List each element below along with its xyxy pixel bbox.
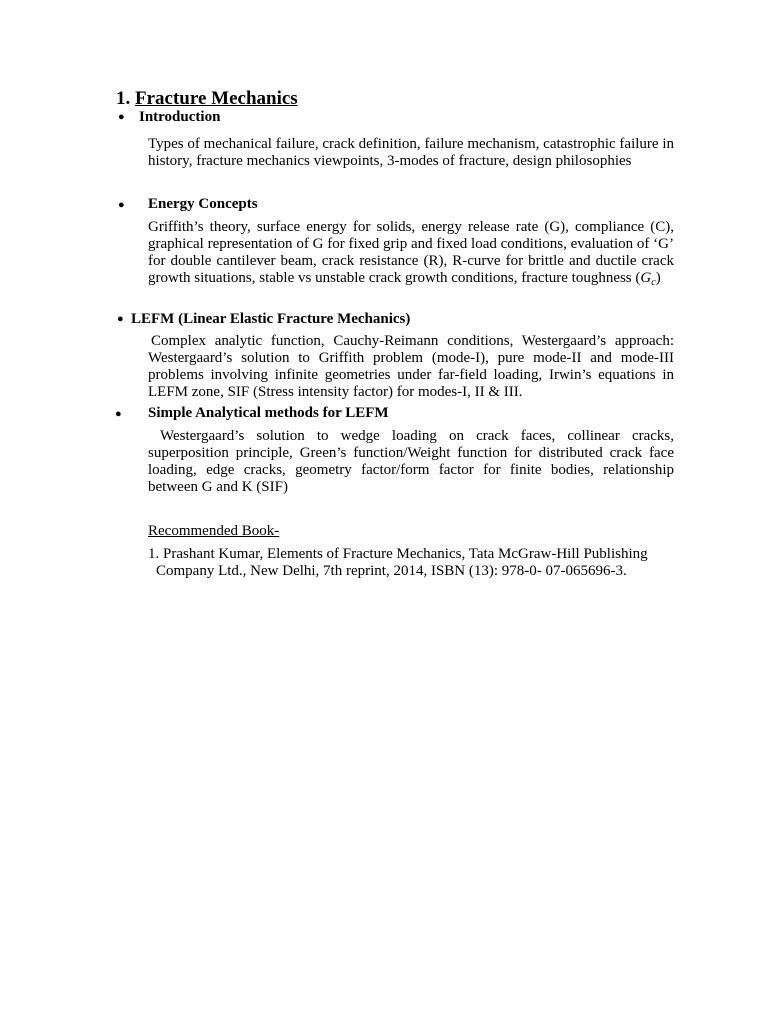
section-text-energy-concepts: [148, 219, 674, 292]
bullet-icon: ●: [118, 111, 125, 123]
fracture-toughness-subscript: c: [651, 276, 656, 288]
chapter-number: 1.: [116, 88, 131, 109]
section-heading-energy-concepts: Energy Concepts: [148, 196, 258, 212]
section-text-introduction: Types of mechanical failure, crack definition, failure mechanism, catastrophic failure in history, fracture mechanics viewpoints, 3-modes of fracture, design philosophies: [148, 136, 674, 169]
bullet-icon: ●: [115, 408, 122, 420]
bullet-icon: ●: [118, 199, 125, 211]
section-heading-analytical-methods: Simple Analytical methods for LEFM: [148, 405, 389, 421]
fracture-toughness-symbol: G: [640, 269, 652, 286]
energy-concepts-text-end: ): [655, 269, 661, 286]
section-heading-introduction: Introduction: [139, 109, 221, 125]
chapter-title: Fracture Mechanics: [135, 88, 298, 109]
reference-line-1: 1. Prashant Kumar, Elements of Fracture Mechanics, Tata McGraw-Hill Publishing: [148, 546, 648, 562]
bullet-icon: ●: [117, 313, 124, 325]
reference-line-2: Company Ltd., New Delhi, 7th reprint, 2014, ISBN (13): 978-0- 07-065696-3.: [156, 563, 627, 579]
section-text-analytical-methods: Westergaard’s solution to wedge loading on crack faces, collinear cracks, superposition principle, Green’s function/Weight function for distributed crack face loading, edge cracks, geometry factor/form factor for finite bodies, relationship between G and K (SIF): [148, 428, 674, 495]
section-text-lefm: Complex analytic function, Cauchy-Reimann conditions, Westergaard’s approach: Westergaard’s solution to Griffith problem (mode-I), pure mode-II and mode-III problems involving infinite geometries under far-field loading, Irwin’s equations in LEFM zone, SIF (Stress intensity factor) for modes-I, II & III.: [148, 333, 674, 400]
recommended-book-title: Recommended Book-: [148, 523, 280, 539]
energy-concepts-text: Griffith’s theory, surface energy for solids, energy release rate (G), compliance (C), graphical representation of G for fixed grip and fixed load conditions, evaluation of ‘G’ for double cantilever beam, crack resistance (R), R-curve for brittle and ductile crack growth situations, stable vs unstable crack growth conditions, fracture toughness (: [148, 219, 674, 286]
reference-entry: [148, 546, 674, 580]
section-heading-lefm: LEFM (Linear Elastic Fracture Mechanics): [131, 311, 411, 327]
chapter-heading: [116, 88, 298, 110]
